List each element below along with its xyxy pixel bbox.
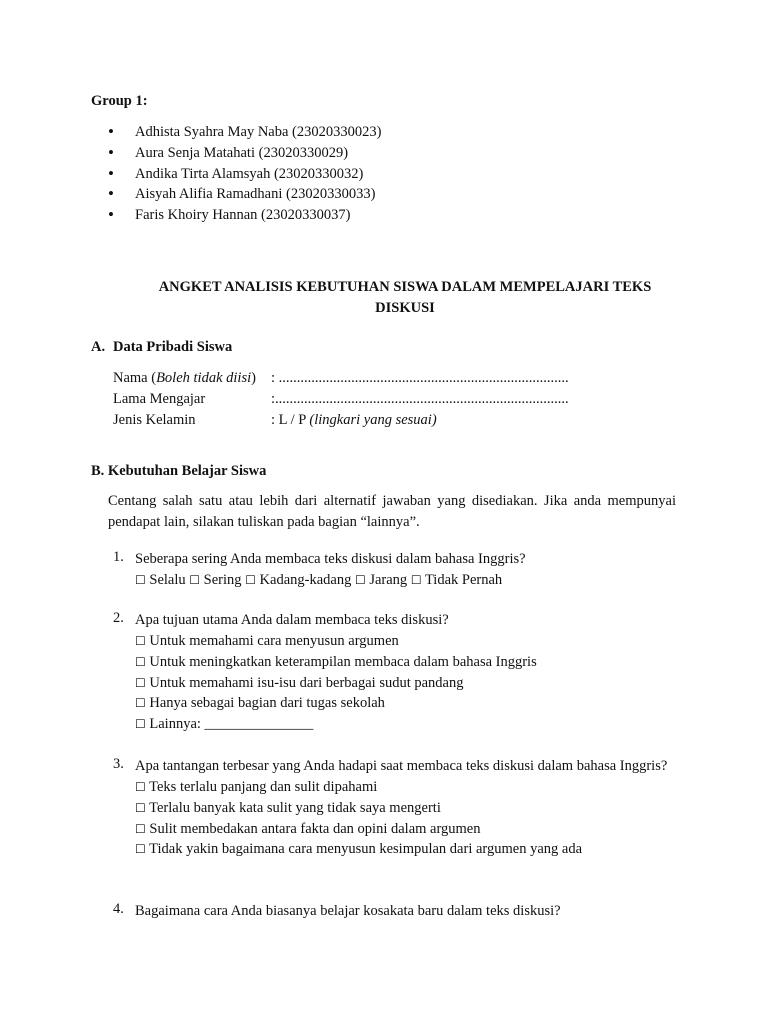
instruction-text: Centang salah satu atau lebih dari alternatif jawaban yang disediakan. Jika anda mempunyai pendapat lain, silakan tuliskan pada bagian “lainnya”. bbox=[108, 493, 676, 530]
option-list bbox=[135, 631, 676, 735]
checkbox-icon[interactable]: ☐ bbox=[135, 675, 146, 690]
field-value-jenis-kelamin[interactable]: : L / P (lingkari yang sesuai) bbox=[271, 412, 437, 428]
field-label-nama: Nama (Boleh tidak diisi) bbox=[113, 370, 256, 386]
document-title bbox=[130, 277, 680, 319]
question-number: 4. bbox=[113, 901, 124, 917]
question-4 bbox=[113, 901, 676, 922]
checkbox-icon[interactable]: ☐ bbox=[135, 717, 146, 732]
option-item[interactable]: ☐ Terlalu banyak kata sulit yang tidak saya mengerti bbox=[135, 799, 441, 816]
section-a-heading bbox=[91, 339, 232, 356]
field-note-nama: Boleh tidak diisi bbox=[156, 370, 252, 386]
checkbox-icon[interactable]: ☐ bbox=[135, 800, 146, 815]
option-item[interactable]: ☐ Teks terlalu panjang dan sulit dipahami bbox=[135, 779, 378, 795]
checkbox-icon[interactable]: ☐ bbox=[135, 821, 146, 836]
checkbox-icon[interactable]: ☐ bbox=[135, 780, 146, 794]
option-item[interactable]: ☐ Untuk memahami cara menyusun argumen bbox=[135, 633, 399, 649]
option-list bbox=[135, 777, 676, 860]
checkbox-icon[interactable]: ☐ bbox=[135, 573, 146, 587]
checkbox-icon[interactable]: ☐ bbox=[354, 573, 366, 587]
group-member: • Andika Tirta Alamsyah (23020330032) bbox=[108, 164, 381, 185]
option-list bbox=[135, 570, 676, 591]
question-number: 3. bbox=[113, 756, 124, 772]
field-value-nama[interactable]: : ................................................................................ bbox=[271, 370, 569, 386]
question-text: Seberapa sering Anda membaca teks diskusi dalam bahasa Inggris? bbox=[135, 551, 526, 567]
document-title-line-1: ANGKET ANALISIS KEBUTUHAN SISWA DALAM MEMPELAJARI TEKS bbox=[158, 279, 652, 295]
question-1 bbox=[113, 549, 676, 591]
checkbox-icon[interactable]: ☐ bbox=[135, 654, 146, 669]
question-text: Apa tujuan utama Anda dalam membaca teks diskusi? bbox=[135, 612, 449, 628]
group-member: • Aisyah Alifia Ramadhani (23020330033) bbox=[108, 184, 381, 205]
question-text: Apa tantangan terbesar yang Anda hadapi saat membaca teks diskusi dalam bahasa Inggris? bbox=[135, 758, 668, 774]
option-lainnya[interactable]: ☐ Lainnya: _______________ bbox=[135, 716, 314, 733]
field-label-lama-mengajar: Lama Mengajar bbox=[113, 391, 206, 407]
option-kadang-kadang[interactable]: ☐ Kadang-kadang bbox=[245, 572, 352, 588]
checkbox-icon[interactable]: ☐ bbox=[135, 842, 146, 857]
option-jarang[interactable]: ☐ Jarang bbox=[354, 572, 408, 588]
question-text: Bagaimana cara Anda biasanya belajar kosakata baru dalam teks diskusi? bbox=[135, 903, 561, 919]
checkbox-icon[interactable]: ☐ bbox=[135, 634, 146, 648]
option-sering[interactable]: ☐ Sering bbox=[189, 572, 242, 588]
option-item[interactable]: ☐ Untuk memahami isu-isu dari berbagai sudut pandang bbox=[135, 674, 464, 691]
section-a-label: A. bbox=[91, 339, 106, 355]
checkbox-icon[interactable]: ☐ bbox=[135, 696, 146, 711]
question-2 bbox=[113, 610, 676, 735]
group-member: • Adhista Syahra May Naba (23020330023) bbox=[108, 122, 381, 143]
checkbox-icon[interactable]: ☐ bbox=[189, 573, 201, 587]
question-3 bbox=[113, 756, 676, 860]
group-title: Group 1: bbox=[91, 93, 148, 109]
option-tidak-pernah[interactable]: ☐ Tidak Pernah bbox=[410, 572, 503, 588]
option-item[interactable]: ☐ Tidak yakin bagaimana cara menyusun kesimpulan dari argumen yang ada bbox=[135, 841, 583, 858]
option-item[interactable]: ☐ Sulit membedakan antara fakta dan opini dalam argumen bbox=[135, 820, 481, 837]
option-selalu[interactable]: ☐ Selalu bbox=[135, 572, 186, 588]
field-value-lama-mengajar[interactable]: :................................................................................. bbox=[271, 391, 569, 407]
question-number: 1. bbox=[113, 549, 124, 565]
group-member: • Faris Khoiry Hannan (23020330037) bbox=[108, 205, 381, 226]
field-label-jenis-kelamin: Jenis Kelamin bbox=[113, 412, 196, 428]
field-note-jenis-kelamin: (lingkari yang sesuai) bbox=[309, 412, 437, 428]
checkbox-icon[interactable]: ☐ bbox=[410, 573, 422, 587]
question-number: 2. bbox=[113, 610, 124, 626]
section-b-heading: B. Kebutuhan Belajar Siswa bbox=[91, 463, 267, 479]
group-member: • Aura Senja Matahati (23020330029) bbox=[108, 143, 381, 164]
group-member-list bbox=[108, 122, 381, 226]
checkbox-icon[interactable]: ☐ bbox=[245, 573, 256, 587]
option-item[interactable]: ☐ Untuk meningkatkan keterampilan membaca dalam bahasa Inggris bbox=[135, 653, 537, 670]
document-title-line-2: DISKUSI bbox=[375, 300, 435, 316]
section-a-title: Data Pribadi Siswa bbox=[113, 339, 233, 355]
option-item[interactable]: ☐ Hanya sebagai bagian dari tugas sekolah bbox=[135, 695, 385, 712]
